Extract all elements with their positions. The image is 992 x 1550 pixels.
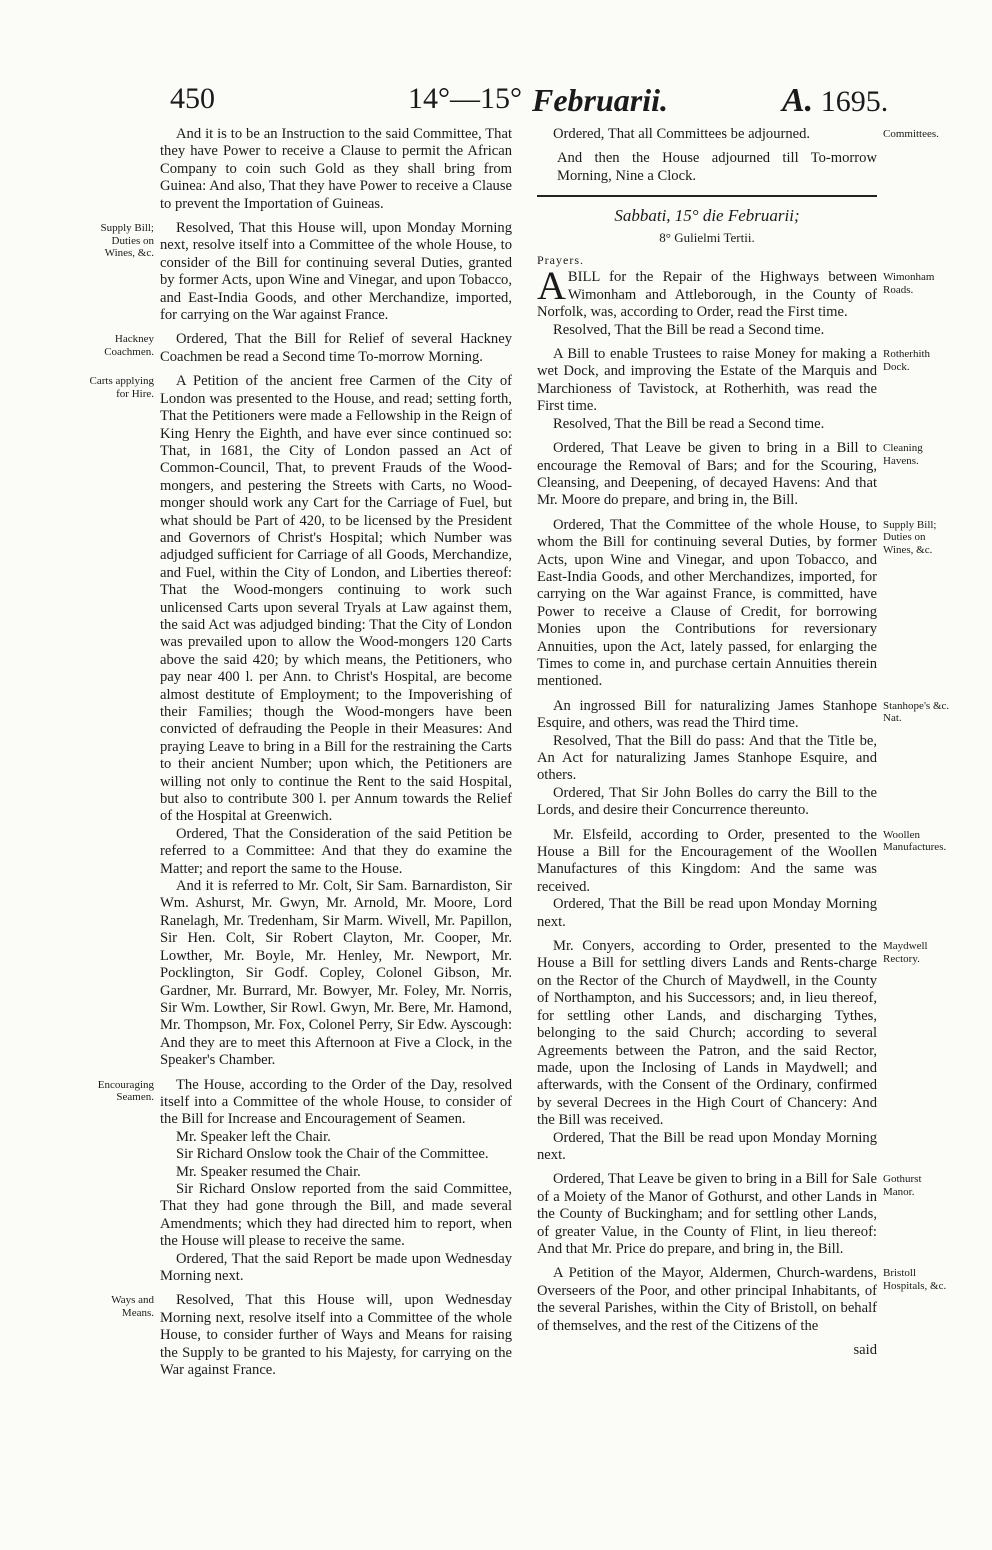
header-year [782, 82, 888, 120]
catchword: said [853, 1342, 877, 1358]
margin-note: Committees. [883, 128, 939, 140]
margin-note: Supply Bill; Duties on Wines, &c. [883, 518, 937, 556]
entry-paragraph: Resolved, That the Bill be read a Second time. [553, 415, 825, 432]
prayers-label: Prayers. [537, 253, 584, 268]
entry-paragraph: And it is referred to Mr. Colt, Sir Sam. Barnardiston, Sir Wm. Ashurst, Mr. Gwyn, Mr. Arnold, Mr. Moore, Lord Ranelagh, Mr. Tredenham, Sir Marm. Wivell, Mr. Papillon, Sir Hen. Colt, Sir Robert Clayton, Mr. Cooper, Mr. Lowther, Mr. Boyle, Mr. Henley, Mr. Newport, Mr. Pocklington, Sir Godf. Copley, Colonel Gibson, Mr. Gardner, Mr. Burrard, Mr. Bowyer, Mr. Foley, Mr. Norris, Sir Wm. Lowther, Sir Rowl. Gwyn, Mr. Bere, Mr. Hamond, Mr. Thompson, Mr. Fox, Colonel Perry, Sir Edw. Ayscough: And they are to meet this Afternoon at Five a Clock, in the Speaker's Chamber. [160, 878, 512, 1069]
entry-paragraph: Mr. Speaker left the Chair. [176, 1128, 331, 1145]
entry-paragraph: Mr. Elsfeild, according to Order, presented to the House a Bill for the Encouragement of the Woollen Manufactures of this Kingdom: And the same was received. [537, 826, 877, 895]
journal-entry [537, 440, 923, 510]
margin-note: Carts applying for Hire. [89, 375, 154, 400]
entry-paragraph: Ordered, That the said Report be made upon Wednesday Morning next. [160, 1250, 512, 1284]
journal-entry [89, 373, 512, 1069]
journal-entry [537, 516, 937, 691]
entry-paragraph: Resolved, That this House will, upon Monday Morning next, resolve itself into a Committee of the whole House, to consider of the Bill for continuing several Duties, granted by former Acts, upon Wine and Vinegar, and upon Tobacco, and East-India Goods, and other Merchandize, imported, for carrying on the War against France. [160, 220, 512, 324]
entry-paragraph: Ordered, That Sir John Bolles do carry the Bill to the Lords, and desire their Concurrence thereunto. [537, 784, 877, 819]
entry-paragraph: Ordered, That the Bill for Relief of several Hackney Coachmen be read a Second time To-morrow Morning. [160, 331, 512, 365]
journal-entry [537, 1171, 922, 1258]
entry-paragraph: The House, according to the Order of the Day, resolved itself into a Committee of the whole House, to consider of the Bill for Increase and Encouragement of Seamen. [160, 1076, 512, 1128]
entry-paragraph: Sir Richard Onslow took the Chair of the Committee. [176, 1146, 489, 1163]
left-column [89, 126, 512, 1386]
entry-paragraph: Ordered, That all Committees be adjourned. [553, 126, 811, 142]
adjourn-entry [557, 150, 877, 185]
journal-entry [104, 331, 512, 366]
margin-note: Rotherhith Dock. [883, 348, 931, 373]
entry-paragraph: An ingrossed Bill for naturalizing James Stanhope Esquire, and others, was read the Third time. [537, 697, 877, 732]
entry-paragraph: And it is to be an Instruction to the said Committee, That they have Power to receive a Clause to permit the African Company to coin such Gold as they shall bring from Guinea: And also, That they have Power to receive a Clause to prevent the Importation of Guineas. [160, 126, 512, 212]
margin-note: Encouraging Seamen. [97, 1078, 154, 1104]
right-column [537, 126, 950, 1359]
entry-paragraph: Ordered, That Leave be given to bring in a Bill for Sale of a Moiety of the Manor of Gothurst, and other Lands in the County of Buckingham; and for settling other Lands, of greater Value, in the County of Flint, in lieu thereof: And that Mr. Price do prepare, and bring in, the Bill. [537, 1171, 877, 1257]
journal-entry [160, 126, 512, 213]
journal-entry [537, 826, 947, 931]
margin-note: Cleaning Havens. [883, 442, 923, 467]
margin-note: Ways and Means. [111, 1294, 154, 1319]
entry-paragraph: Mr. Conyers, according to Order, presented to the House a Bill for settling divers Lands and Rents-charge on the Rector of the Church of Maydwell, in the County of Northampton, and his Successors; and, in lieu thereof, for settling other Lands, and discharging Tythes, belonging to the said Church; according to several Agreements between the Patron, and the said Rector, made, upon the Inclosing of Lands in Maydwell; and afterwards, with the Consent of the Ordinary, confirmed by several Decrees in the High Court of Chancery: And the Bill was received. [537, 938, 877, 1129]
entry-paragraph: Resolved, That the Bill be read a Second time. [553, 321, 825, 338]
day-title: Sabbati, 15° die Februarii; [614, 206, 800, 226]
entry-paragraph: Resolved, That the Bill do pass: And that the Title be, An Act for naturalizing James Stanhope Esquire, and others. [537, 732, 877, 784]
journal-entry [100, 220, 512, 324]
entry-paragraph [537, 263, 877, 321]
adjourn-text: And then the House adjourned till To-morrow Morning, Nine a Clock. [557, 150, 877, 184]
journal-entry [97, 1076, 512, 1286]
journal-entry [537, 697, 950, 820]
right-entries [537, 346, 950, 1335]
journal-entry [111, 1292, 512, 1379]
year-letter: A. [782, 82, 814, 119]
entry-paragraph: Sir Richard Onslow reported from the said Committee, That they had gone through the Bill, and made several Amendments; which they had directed him to report, when the House will please to receive the same. [160, 1180, 512, 1250]
entry-paragraph: Ordered, That the Committee of the whole House, to whom the Bill for continuing several Duties, by former Acts, upon Wine and Vinegar, and upon Tobacco, and East-India Goods, and other Merchandizes, imported, for carrying on the War against France, is committed, have Power to receive a Clause of Credit, for borrowing Monies upon the Contributions for reversionary Annuities, upon the Act, lately passed, for enlarging the Times to come in, and purchase certain Annuities therein mentioned. [537, 516, 877, 690]
entry-paragraph: A Bill to enable Trustees to raise Money for making a wet Dock, and improving the Estate of the Marquis and Marchioness of Tavistock, at Rotherhith, was read the First time. [537, 346, 877, 415]
margin-note: Wimonham Roads. [883, 271, 935, 296]
margin-note: Stanhope's &c. Nat. [883, 699, 950, 725]
regnal-year: 8° Gulielmi Tertii. [659, 229, 755, 245]
journal-entry [537, 346, 931, 433]
margin-note: Woollen Manufactures. [883, 828, 947, 854]
header-month: Februarii. [532, 82, 669, 118]
header-dates: 14°—15° [408, 82, 522, 115]
entry-text: BILL for the Repair of the Highways between Wimonham and Attleborough, in the County of Norfolk, was, according to Order, read the First time. [537, 269, 877, 321]
journal-entry [537, 938, 928, 1164]
journal-entry [537, 1265, 947, 1335]
margin-note: Gothurst Manor. [883, 1173, 922, 1198]
section-rule [537, 195, 877, 197]
page-header [0, 82, 992, 122]
committees-entry [537, 126, 939, 143]
margin-note: Bristoll Hospitals, &c. [883, 1267, 947, 1292]
margin-note: Maydwell Rectory. [883, 940, 928, 965]
drop-cap: A [537, 263, 566, 309]
page-number: 450 [170, 82, 215, 115]
entry-paragraph: A Petition of the ancient free Carmen of the City of London was presented to the House, and read; setting forth, That the Petitioners were made a Fellowship in the Reign of King Henry the Eighth, and have ever since continued so: That, in 1681, the City of London passed an Act of Common-Council, That, to prevent Frauds of the Wood-mongers, and pestering the Streets with Carts, no Wood-monger should work any Cart for the Carriage of Fuel, but what should be Part of 420, to be licensed by the President and Governors of Christ's Hospital; which Number was adjudged sufficient for Carriage of all Goods, Merchandize, and Fuel, within the City of London, and Liberties thereof: That the Wood-mongers continuing to work such unlicensed Carts upon several Tryals at Law against them, the said Act was adjudged binding: That the City of London was prevailed upon to allow the Wood-mongers 120 Carts above the said 420; by which means, the Petitioners, who pay near 400 l. per Ann. to Christ's Hospital, are become almost destitute of Employment; to the Impoverishing of their Families; though the Wood-mongers have been convicted of defrauding the People in their Measures: And praying Leave to bring in a Bill for the restraining the Carts to their ancient Number; upon which, the Petitioners are willing not only to continue the Rent to the said Hospital, but also to contribute 300 l. per Annum towards the Relief of the Hospital at Greenwich. [160, 373, 512, 825]
entry-paragraph: A Petition of the Mayor, Aldermen, Church-wardens, Overseers of the Poor, and other principal Inhabitants, of the several Parishes, within the City of Bristoll, on behalf of themselves, and the rest of the Citizens of the [537, 1265, 877, 1334]
entry-paragraph: Ordered, That the Bill be read upon Monday Morning next. [537, 1129, 877, 1163]
margin-note: Supply Bill; Duties on Wines, &c. [100, 222, 154, 260]
year-number: 1695. [820, 85, 889, 118]
entry-paragraph: Mr. Speaker resumed the Chair. [176, 1163, 361, 1180]
margin-note: Hackney Coachmen. [104, 333, 154, 358]
entry-paragraph: Ordered, That the Bill be read upon Monday Morning next. [537, 896, 877, 930]
entry-paragraph: Ordered, That the Consideration of the said Petition be referred to a Committee: And that they do examine the Matter; and report the same to the House. [160, 825, 512, 877]
entry-paragraph: Resolved, That this House will, upon Wednesday Morning next, resolve itself into a Committee of the whole House, to consider further of Ways and Means for raising the Supply to be granted to his Majesty, for carrying on the War against France. [160, 1292, 512, 1379]
wimonham-entry [537, 263, 935, 339]
entry-paragraph: Ordered, That Leave be given to bring in a Bill to encourage the Removal of Bars; and for the Scouring, Cleansing, and Deepening, of decayed Havens: And that Mr. Moore do prepare, and bring in, the Bill. [537, 440, 877, 509]
